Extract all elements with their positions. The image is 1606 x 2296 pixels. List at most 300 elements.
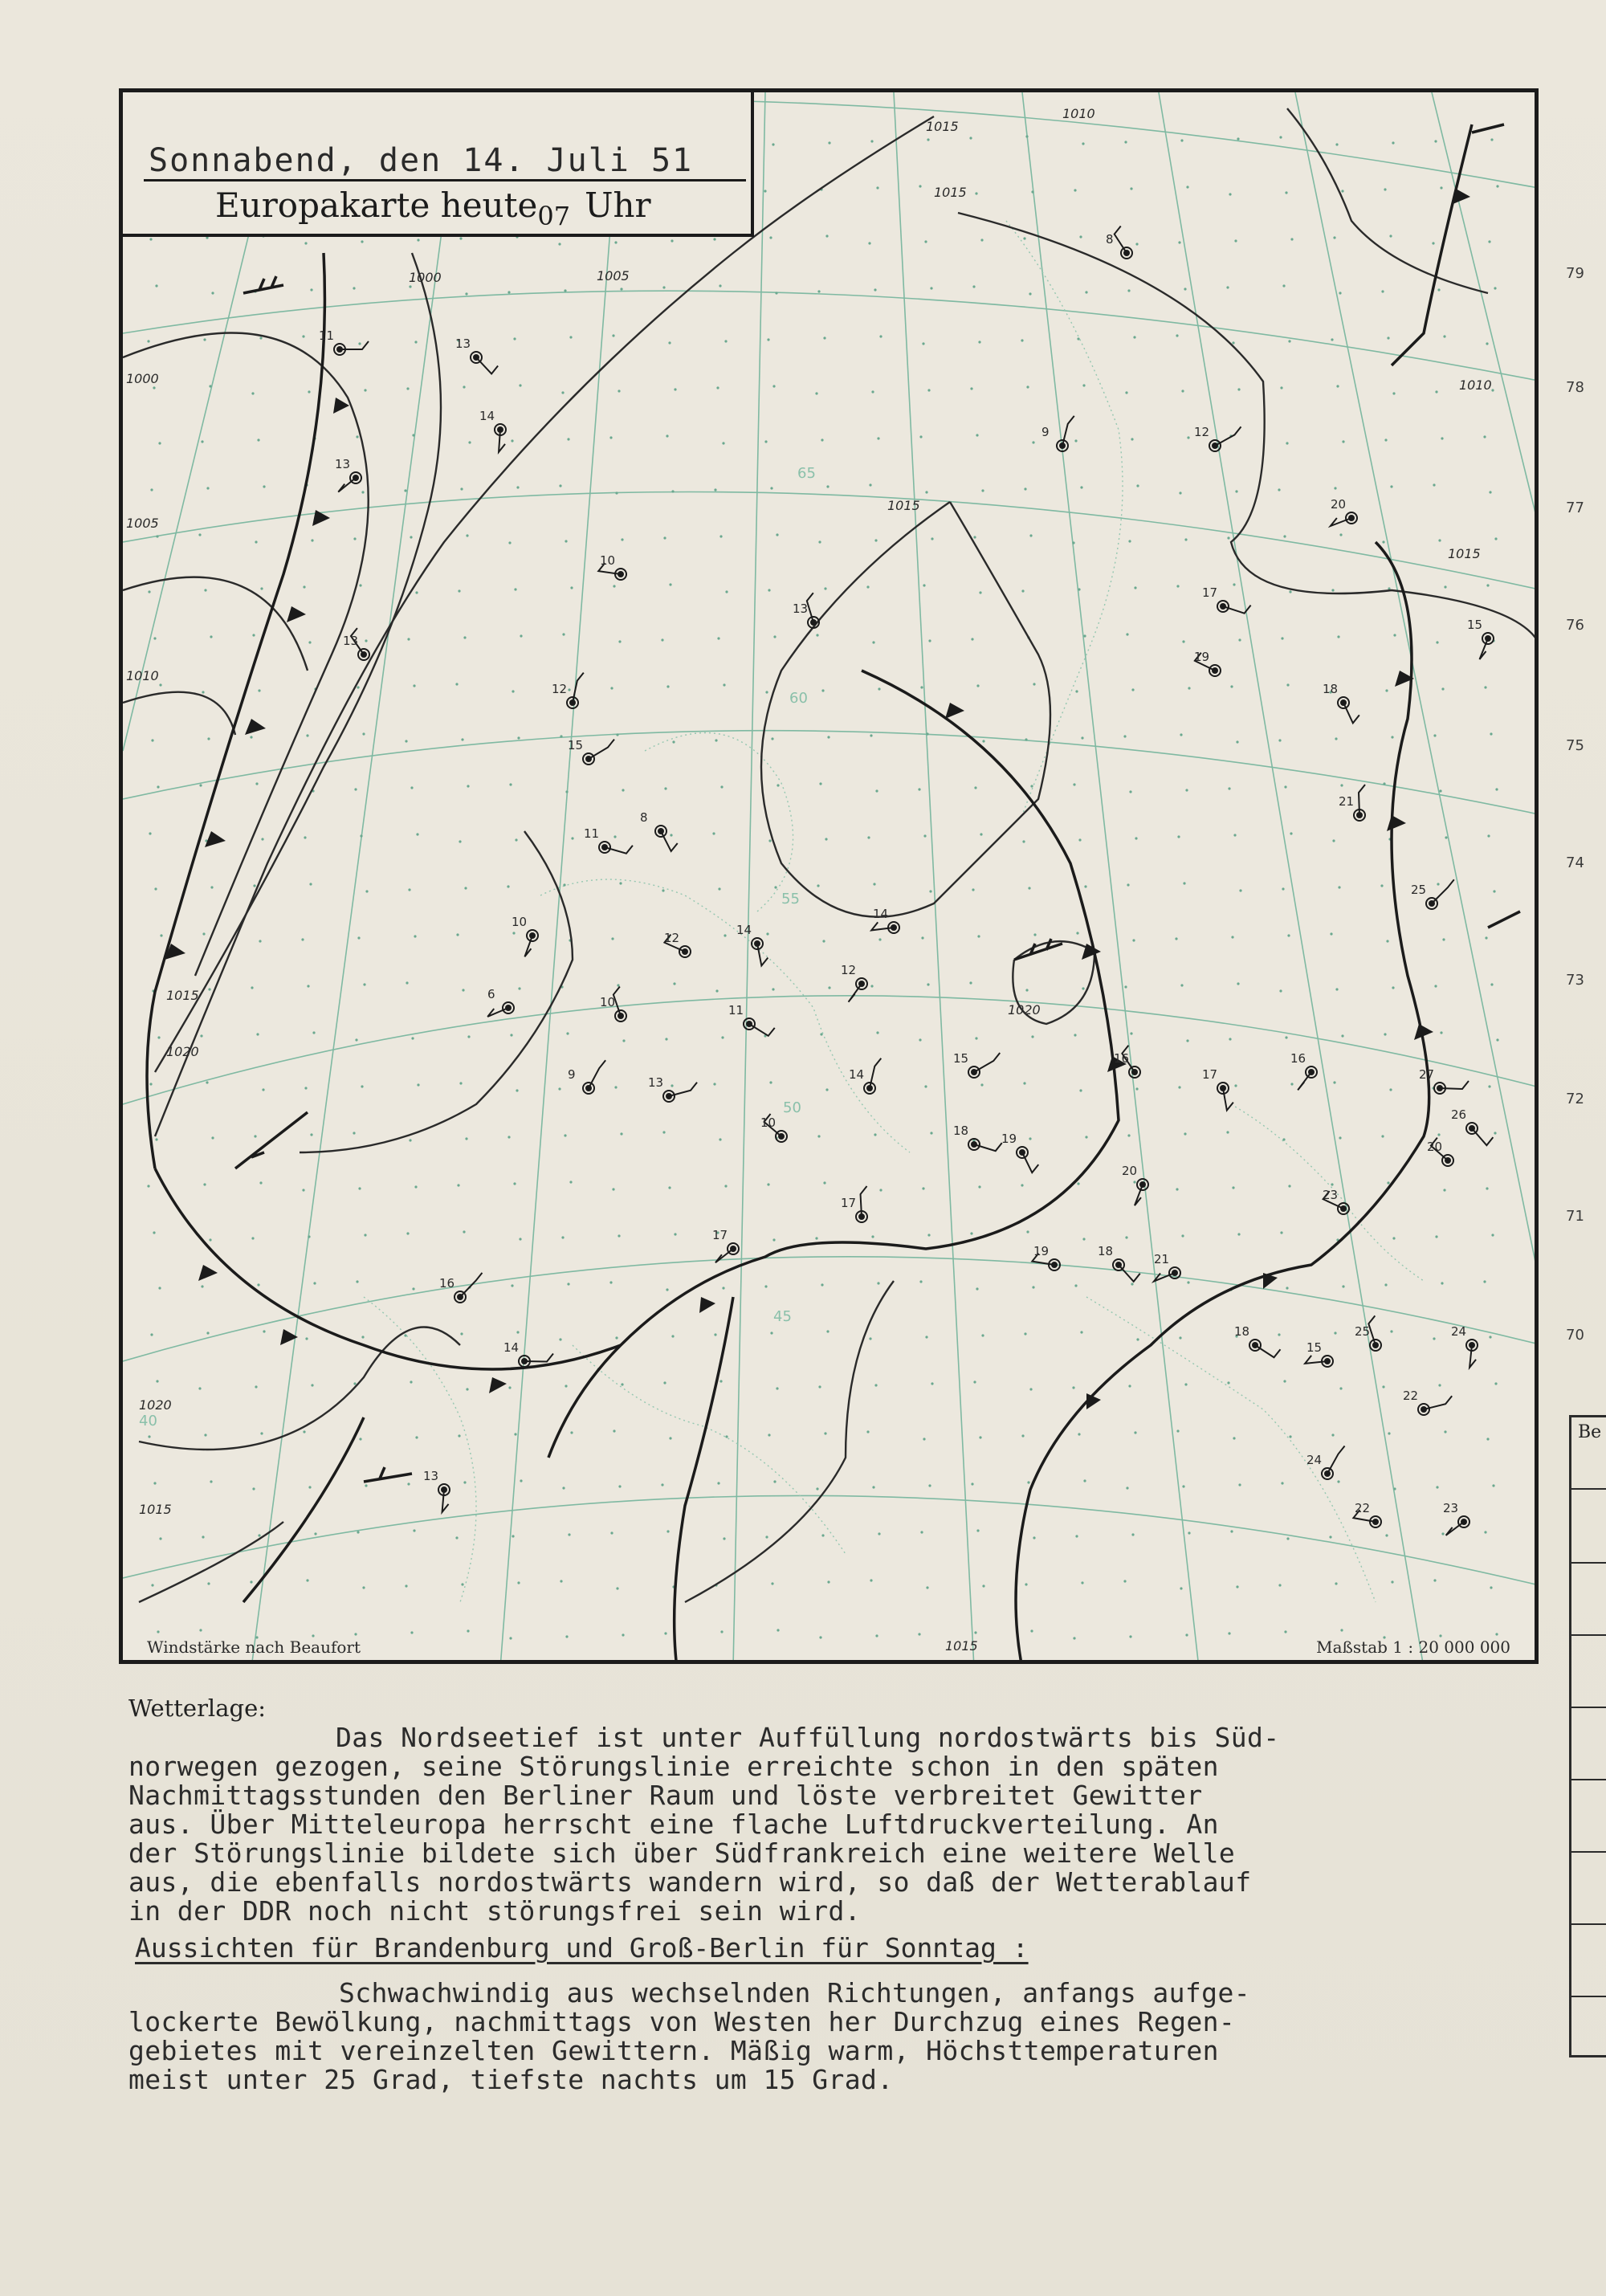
grid-dot [878, 687, 880, 690]
station-temperature: 15 [1467, 618, 1483, 632]
grid-dot [1381, 1135, 1384, 1137]
forecast-line: lockerte Bewölkung, nachmittags von Westen her Durchzug eines Regen- [128, 2006, 1236, 2037]
grid-dot [1079, 235, 1082, 238]
grid-dot [1333, 236, 1335, 239]
station-plot [1323, 682, 1359, 723]
grid-dot [459, 237, 462, 239]
grid-dot [1486, 1187, 1488, 1189]
grid-dot [413, 684, 415, 687]
edge-number: 72 [1566, 1091, 1584, 1107]
grid-dot [979, 1436, 981, 1438]
grid-dot [1337, 635, 1339, 638]
grid-dot [1185, 1633, 1188, 1636]
grid-dot [198, 533, 201, 536]
grid-dot [765, 1535, 768, 1538]
grid-dot [1384, 1033, 1386, 1035]
grid-dot [971, 638, 973, 640]
grid-dot [207, 1582, 210, 1584]
station-temperature: 13 [648, 1075, 664, 1090]
grid-dot [1023, 237, 1025, 239]
grid-dot [1131, 1533, 1134, 1535]
grid-dot [928, 1484, 931, 1486]
grid-dot [1288, 1185, 1290, 1187]
grid-dot [1341, 1034, 1343, 1037]
grid-dot [1184, 1383, 1187, 1385]
grid-dot [870, 140, 873, 142]
grid-dot [457, 1184, 459, 1186]
grid-dot [1441, 1532, 1444, 1535]
grid-dot [768, 589, 770, 591]
grid-dot [357, 1531, 359, 1533]
grid-dot [1290, 1083, 1293, 1085]
grid-dot [1337, 1480, 1339, 1482]
station-temperature: 19 [1001, 1132, 1017, 1146]
station-plot [343, 628, 369, 660]
grid-dot [615, 1336, 618, 1339]
grid-dot [560, 735, 562, 737]
grid-dot [766, 932, 768, 935]
grid-dot [1392, 986, 1394, 989]
situation-line: aus. Über Mitteleuropa herrscht eine flache Luftdruckverteilung. An [128, 1809, 1219, 1840]
grid-dot [1082, 142, 1084, 145]
grid-dot [1441, 687, 1444, 690]
grid-dot [874, 1133, 876, 1136]
grid-dot [252, 634, 255, 636]
grid-dot [918, 788, 920, 790]
grid-dot [612, 1188, 614, 1190]
grid-dot [1237, 1233, 1240, 1235]
grid-dot [455, 683, 458, 685]
grid-dot [1438, 1384, 1441, 1386]
grid-dot [724, 340, 727, 342]
grid-dot [353, 1132, 355, 1134]
grid-dot [1236, 1585, 1238, 1588]
grid-dot [1135, 837, 1137, 839]
station-temperature: 13 [343, 634, 359, 648]
station-temperature: 17 [712, 1228, 728, 1242]
grid-dot [764, 1285, 767, 1287]
grid-dot [1233, 1437, 1235, 1439]
grid-dot [1444, 585, 1446, 588]
grid-dot [307, 985, 309, 987]
grid-dot [1021, 339, 1023, 341]
situation-line: norwegen gezogen, seine Störungslinie erreichte schon in den späten [128, 1751, 1219, 1782]
grid-dot [982, 740, 984, 742]
grid-dot [1494, 537, 1497, 540]
grid-dot [777, 784, 779, 786]
grid-dot [1073, 1637, 1075, 1639]
map-title-hour: 07 [537, 201, 571, 231]
grid-dot [1083, 634, 1086, 637]
grid-dot [1342, 1285, 1344, 1287]
grid-dot [1188, 1531, 1190, 1534]
grid-dot [1085, 291, 1087, 293]
grid-dot [618, 640, 621, 642]
grid-dot [558, 1087, 560, 1090]
station-temperature: 16 [1114, 1051, 1130, 1066]
grid-dot [621, 1383, 623, 1385]
grid-dot [411, 1037, 414, 1039]
grid-dot [1493, 890, 1495, 892]
grid-dot [512, 690, 514, 692]
isobars [123, 108, 1539, 1602]
grid-dot [666, 1530, 669, 1532]
station-plot [568, 1060, 605, 1094]
grid-dot [1130, 1032, 1132, 1034]
station-plot [1234, 1324, 1280, 1357]
grid-dot [821, 438, 823, 441]
map-title-suffix: Uhr [585, 186, 651, 225]
grid-dot [1237, 137, 1239, 140]
grid-dot [924, 240, 927, 243]
map-title [215, 186, 651, 231]
grid-dot [304, 836, 306, 838]
grid-dot [1078, 838, 1081, 841]
grid-dot [1022, 840, 1025, 842]
edge-number: 77 [1566, 500, 1584, 516]
grid-dot [559, 484, 561, 487]
grid-dot [313, 1282, 316, 1284]
grid-dot [304, 242, 307, 244]
grid-dot [1494, 1132, 1496, 1134]
grid-dot [1182, 640, 1184, 642]
wind-barb [1022, 1152, 1038, 1172]
grid-dot [969, 981, 972, 984]
grid-dot [157, 1036, 160, 1038]
grid-dot [719, 1138, 721, 1140]
grid-dot [404, 1334, 406, 1336]
station-temperature: 17 [841, 1196, 857, 1210]
grid-dot [310, 1133, 312, 1136]
isobar-label: 1005 [126, 516, 159, 531]
grid-dot [148, 590, 150, 593]
table-row [1571, 1707, 1606, 1708]
grid-dot [1278, 1584, 1281, 1586]
grid-dot [724, 1185, 727, 1187]
grid-dot [1496, 185, 1498, 187]
grid-dot [310, 288, 312, 291]
grid-dot [828, 141, 830, 144]
grid-dot [1081, 1581, 1083, 1584]
grid-dot [311, 539, 313, 541]
wind-barb [1255, 1345, 1280, 1357]
grid-dot [1229, 1038, 1231, 1040]
grid-dot [872, 1486, 874, 1488]
grid-dot [1030, 785, 1033, 787]
grid-dot [670, 834, 672, 836]
grid-dot [1177, 835, 1180, 838]
grid-dot [615, 491, 618, 494]
grid-dot [565, 790, 568, 793]
grid-dot [713, 238, 715, 240]
grid-dot [714, 1333, 716, 1336]
grid-dot [1334, 1332, 1336, 1334]
grid-dot [1239, 889, 1241, 891]
grid-dot [155, 1138, 157, 1140]
grid-dot [458, 589, 460, 592]
wind-barb [1215, 426, 1241, 446]
grid-dot [618, 1485, 621, 1487]
grid-dot [1285, 1036, 1287, 1038]
grid-dot [1079, 1089, 1082, 1091]
grid-dot [768, 839, 771, 842]
grid-dot [412, 1287, 414, 1290]
grid-dot [1181, 389, 1184, 392]
grid-dot [819, 782, 821, 785]
grid-dot [870, 985, 873, 987]
station-temperature: 15 [568, 738, 584, 752]
grid-dot [972, 285, 975, 288]
grid-dot [257, 1283, 259, 1286]
station-temperature: 22 [1403, 1389, 1419, 1403]
grid-dot [562, 1486, 565, 1489]
grid-dot [765, 691, 768, 693]
grid-dot [719, 1380, 722, 1382]
grid-dot [1130, 187, 1132, 190]
station-temperature: 27 [1419, 1067, 1435, 1082]
grid-dot [1074, 1034, 1076, 1036]
station-temperature: 25 [1355, 1324, 1371, 1339]
grid-dot [1134, 1431, 1136, 1433]
grid-dot [874, 288, 876, 291]
grid-dot [1486, 342, 1488, 345]
grid-dot [1029, 292, 1031, 295]
station-plot [841, 1186, 867, 1222]
station-temperature: 18 [1098, 1244, 1114, 1258]
station-plot [600, 987, 626, 1022]
wind-barb [1062, 416, 1074, 446]
grid-dot [514, 588, 516, 590]
grid-dot [408, 888, 410, 891]
grid-dot [715, 739, 717, 741]
grid-dot [722, 1287, 724, 1289]
grid-dot [1025, 135, 1028, 137]
grid-dot [1329, 1535, 1331, 1538]
grid-dot [405, 740, 407, 742]
grid-dot [1234, 1084, 1237, 1087]
station-temperature: 10 [512, 915, 528, 929]
station-plot [1122, 1164, 1148, 1205]
grid-dot [1485, 936, 1487, 939]
grid-dot [1032, 1286, 1034, 1288]
grid-dot [716, 386, 719, 389]
grid-dot [1384, 188, 1386, 190]
grid-dot [1439, 789, 1441, 792]
grid-dot [1179, 491, 1181, 494]
grid-dot [866, 585, 869, 588]
grid-dot [1434, 140, 1437, 142]
station-temperature: 11 [584, 826, 600, 841]
grid-dot [673, 982, 675, 985]
grid-dot [519, 1238, 521, 1240]
grid-dot [1176, 585, 1179, 587]
grid-dot [920, 1531, 923, 1533]
grid-dot [919, 185, 921, 187]
station-plot [664, 931, 691, 957]
grid-dot [1444, 1430, 1446, 1433]
grid-dot [561, 391, 564, 394]
wind-barb [1327, 1446, 1345, 1474]
grid-dot [1123, 735, 1126, 737]
grid-dot [365, 639, 367, 642]
grid-dot [259, 336, 262, 339]
grid-dot [308, 1235, 310, 1238]
grid-dot [415, 1436, 418, 1438]
grid-dot [922, 342, 924, 345]
wind-barb [1343, 703, 1359, 723]
grid-dot [720, 1630, 723, 1633]
grid-dot [622, 1039, 625, 1042]
grid-dot [610, 1531, 613, 1534]
grid-dot [207, 737, 210, 740]
grid-dot [1382, 540, 1384, 543]
station-plot [1032, 1244, 1060, 1270]
grid-dot [406, 981, 408, 984]
grid-dot [980, 239, 983, 241]
station-temperature: 15 [953, 1051, 969, 1066]
grid-dot [771, 1582, 773, 1584]
grid-dot [1283, 1380, 1286, 1382]
map-title-prefix: Europakarte heute [215, 186, 538, 225]
grid-dot [928, 639, 931, 642]
grid-dot [1127, 289, 1130, 292]
grid-dot [1490, 983, 1493, 985]
grid-dot [661, 1483, 663, 1486]
grid-dot [1433, 1337, 1435, 1340]
grid-dot [662, 889, 664, 891]
grid-dot [919, 1038, 921, 1041]
station-plot [1443, 1501, 1469, 1535]
grid-dot [570, 1431, 573, 1433]
issue-date: Sonnabend, den 14. Juli 51 [149, 142, 694, 179]
grid-dot [459, 840, 461, 842]
grid-dot [250, 1580, 252, 1583]
grid-dot [1330, 932, 1332, 935]
grid-dot [150, 1333, 153, 1336]
grid-dot [559, 1338, 561, 1340]
grid-dot [764, 440, 767, 442]
station-plot [1411, 879, 1454, 909]
grid-dot [1082, 987, 1084, 989]
grid-dot [823, 1181, 825, 1184]
grid-dot [1434, 985, 1437, 987]
edge-number: 74 [1566, 854, 1584, 871]
grid-dot [252, 1487, 255, 1490]
grid-dot [1180, 1587, 1182, 1589]
grid-dot [1287, 934, 1290, 936]
grid-dot [198, 1387, 201, 1389]
grid-dot [404, 489, 406, 491]
grid-dot [764, 190, 766, 192]
isobar-label: 1015 [166, 988, 199, 1003]
table-row [1571, 1488, 1606, 1490]
grid-dot [303, 1430, 305, 1433]
grid-dot [261, 838, 263, 840]
grid-dot [1074, 1284, 1077, 1287]
grid-dot [718, 887, 720, 890]
grid-dot [925, 491, 927, 493]
grid-dot [1076, 932, 1078, 934]
station-temperature: 14 [503, 1340, 520, 1355]
grid-dot [668, 1186, 671, 1189]
station-temperature: 23 [1323, 1188, 1339, 1202]
grid-dot [663, 1381, 666, 1384]
grid-dot [455, 1536, 458, 1539]
grid-dot [202, 932, 205, 935]
grid-dot [878, 938, 881, 940]
grid-dot [567, 438, 569, 440]
beaufort-note: Windstärke nach Beaufort [147, 1637, 361, 1657]
grid-dot [769, 1081, 772, 1083]
grid-dot [980, 1083, 983, 1086]
grid-dot [568, 688, 570, 691]
station-temperature: 12 [1194, 425, 1210, 439]
station-temperature: 24 [1451, 1324, 1467, 1339]
grid-dot [211, 292, 214, 294]
station-plot [1290, 1051, 1317, 1090]
grid-dot [306, 1579, 308, 1581]
grid-dot [1232, 341, 1234, 344]
grid-dot [822, 940, 825, 942]
station-plot [849, 1058, 881, 1094]
grid-dot [148, 1435, 150, 1438]
grid-dot [970, 1232, 972, 1234]
grid-dot [826, 485, 829, 487]
grid-dot [262, 1088, 264, 1091]
grid-dot [1496, 1038, 1498, 1041]
grid-dot [931, 537, 933, 540]
station-temperature: 13 [423, 1469, 439, 1483]
grid-dot [869, 483, 871, 486]
grid-dot [1234, 239, 1237, 242]
grid-dot [720, 785, 723, 788]
grid-dot [1181, 1234, 1184, 1237]
grid-dot [1495, 788, 1498, 790]
grid-dot [1339, 533, 1342, 536]
grid-dot [409, 285, 411, 288]
grid-dot [925, 1336, 927, 1338]
grid-dot [1078, 1433, 1080, 1435]
grid-dot [507, 885, 509, 887]
grid-dot [312, 1031, 315, 1034]
grid-dot [621, 538, 623, 540]
grid-dot [1180, 733, 1182, 736]
grid-dot [1278, 1333, 1280, 1336]
grid-dot [1382, 1385, 1384, 1388]
table-row [1571, 1562, 1606, 1564]
grid-dot [303, 585, 305, 588]
grid-dot [254, 1135, 256, 1137]
grid-dot [872, 641, 874, 643]
grid-dot [1033, 683, 1035, 685]
grid-dot [464, 887, 467, 889]
grid-dot [257, 438, 259, 441]
grid-dot [258, 1534, 260, 1536]
grid-dot [815, 1237, 817, 1239]
grid-dot [458, 1434, 460, 1437]
grid-dot [725, 590, 728, 593]
station-plot [640, 810, 678, 851]
cold-front-markers [165, 189, 1470, 1409]
grid-dot [251, 392, 254, 394]
grid-dot [1278, 739, 1281, 741]
grid-dot [1483, 435, 1486, 438]
wind-barb [1115, 226, 1127, 253]
station-plot [736, 923, 768, 965]
grid-dot [1237, 388, 1240, 390]
grid-dot [1286, 683, 1289, 686]
grid-dot [1488, 240, 1490, 243]
